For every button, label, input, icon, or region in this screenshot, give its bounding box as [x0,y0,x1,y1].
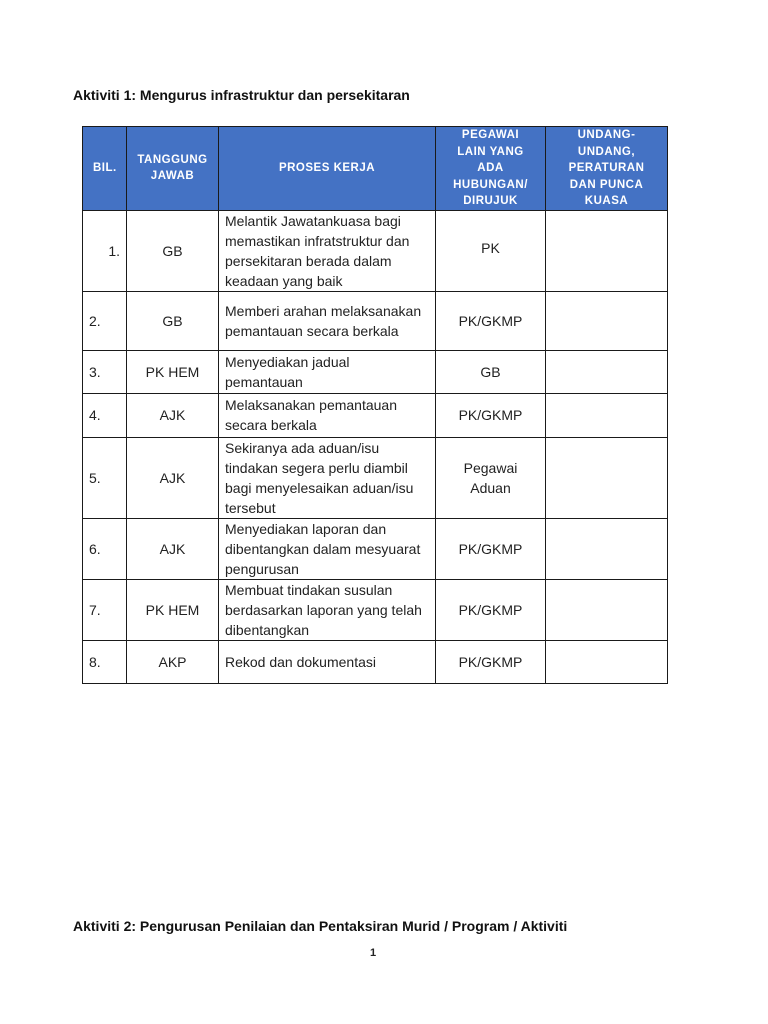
row-proses: Rekod dan dokumentasi [219,640,436,683]
header-undang-line: UNDANG, [577,145,636,158]
row-bil [83,210,127,291]
table-row [83,437,668,518]
row-pegawai [436,437,546,518]
header-pegawai [436,127,546,211]
table-row [83,291,668,350]
header-pegawai-line: LAIN YANG [457,145,524,158]
row-undang [546,437,668,518]
activity-2-heading: Aktiviti 2: Pengurusan Penilaian dan Pentaksiran Murid / Program / Aktiviti [73,918,568,934]
header-pegawai-line: HUBUNGAN/ [453,178,528,191]
activity-1-table [82,126,668,684]
row-bil: 4. [83,393,127,437]
row-proses: Melaksanakan pemantauan secara berkala [219,393,436,437]
row-undang [546,640,668,683]
row-pegawai: PK/GKMP [436,579,546,640]
row-bil-number: 1. [108,242,120,259]
row-pegawai-line: Pegawai [463,459,518,476]
row-undang [546,518,668,579]
header-undang-line: DAN PUNCA [569,178,644,191]
row-proses: Menyediakan jadual pemantauan [219,350,436,393]
row-bil: 5. [83,437,127,518]
row-bil: 6. [83,518,127,579]
row-pegawai: PK/GKMP [436,518,546,579]
row-pegawai: PK/GKMP [436,640,546,683]
row-bil: 2. [83,291,127,350]
header-proses-kerja: PROSES KERJA [219,127,436,211]
row-proses: Melantik Jawatankuasa bagi memastikan infratstruktur dan persekitaran berada dalam keadaan yang baik [219,210,436,291]
row-tanggung-jawab: PK HEM [127,579,219,640]
row-undang [546,291,668,350]
row-pegawai: PK/GKMP [436,393,546,437]
header-pegawai-line: DIRUJUK [463,195,518,207]
row-pegawai: PK/GKMP [436,291,546,350]
header-tanggung-jawab-line: JAWAB [150,170,195,183]
table-row [83,579,668,640]
row-undang [546,393,668,437]
table-row [83,640,668,683]
row-tanggung-jawab: GB [127,210,219,291]
row-tanggung-jawab: AJK [127,437,219,518]
header-tanggung-jawab [127,127,219,211]
table-row [83,393,668,437]
row-bil: 8. [83,640,127,683]
header-pegawai-line: PEGAWAI [461,129,520,141]
table-header-row [83,127,668,211]
row-proses: Memberi arahan melaksanakan pemantauan secara berkala [219,291,436,350]
row-pegawai: PK [436,210,546,291]
page-number: 1 [369,947,377,959]
row-undang [546,579,668,640]
header-undang-line: UNDANG- [577,129,636,141]
row-proses: Membuat tindakan susulan berdasarkan laporan yang telah dibentangkan [219,579,436,640]
activity-1-heading: Aktiviti 1: Mengurus infrastruktur dan persekitaran [73,87,410,103]
row-proses: Sekiranya ada aduan/isu tindakan segera perlu diambil bagi menyelesaikan aduan/isu tersebut [219,437,436,518]
header-bil: BIL. [83,127,127,211]
row-tanggung-jawab: AJK [127,393,219,437]
row-undang [546,210,668,291]
table-row [83,350,668,393]
table-row [83,518,668,579]
header-tanggung-jawab-line: TANGGUNG [137,153,208,166]
row-bil: 3. [83,350,127,393]
table-row [83,210,668,291]
row-pegawai-line: Aduan [470,479,511,496]
row-bil: 7. [83,579,127,640]
row-tanggung-jawab: GB [127,291,219,350]
header-pegawai-line: ADA [477,162,504,174]
row-tanggung-jawab: AKP [127,640,219,683]
row-proses: Menyediakan laporan dan dibentangkan dalam mesyuarat pengurusan [219,518,436,579]
header-undang-line: PERATURAN [568,162,645,174]
header-undang [546,127,668,211]
row-tanggung-jawab: PK HEM [127,350,219,393]
row-tanggung-jawab: AJK [127,518,219,579]
row-undang [546,350,668,393]
row-pegawai: GB [436,350,546,393]
header-undang-line: KUASA [584,195,629,207]
